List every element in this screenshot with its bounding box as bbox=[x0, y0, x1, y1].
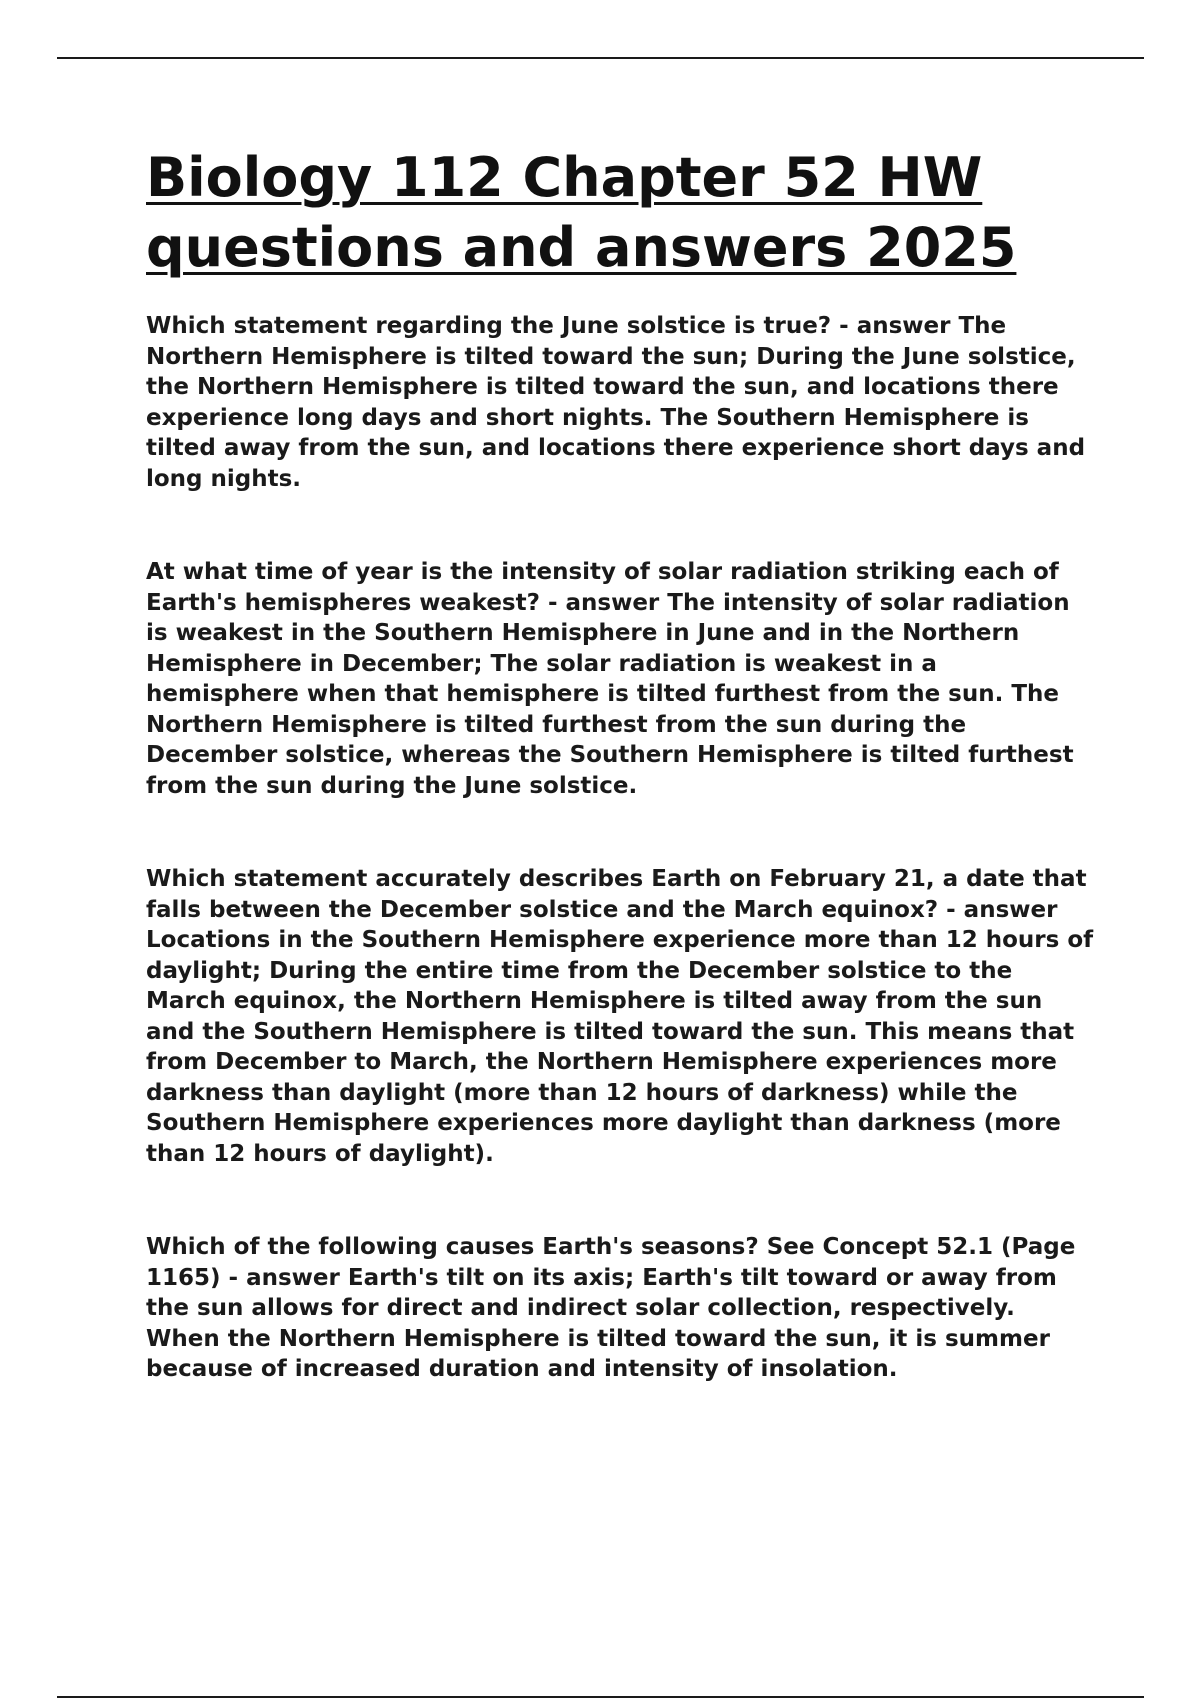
document-body bbox=[146, 143, 1096, 1448]
qa-item: Which of the following causes Earth's seasons? See Concept 52.1 (Page 1165) - answer Earth's tilt on its axis; Earth's tilt toward or away from the sun allows for direct and indirect solar collection, respectively. When the Northern Hemisphere is tilted toward the sun, it is summer because of increased duration and intensity of insolation. bbox=[146, 1234, 1076, 1382]
document-title: Biology 112 Chapter 52 HW questions and answers 2025 bbox=[146, 146, 1017, 279]
qa-list bbox=[146, 311, 1096, 1385]
qa-item: Which statement accurately describes Earth on February 21, a date that falls between the December solstice and the March equinox? - answer Locations in the Southern Hemisphere experience more than 12 hours of daylight; During the entire time from the December solstice to the March equinox, the Northern Hemisphere is tilted away from the sun and the Southern Hemisphere is tilted toward the sun. This means that from December to March, the Northern Hemisphere experiences more darkness than daylight (more than 12 hours of darkness) while the Southern Hemisphere experiences more daylight than darkness (more than 12 hours of daylight). bbox=[146, 866, 1094, 1167]
qa-item: At what time of year is the intensity of solar radiation striking each of Earth's hemispheres weakest? - answer The intensity of solar radiation is weakest in the Southern Hemisphere in June and in the Northern Hemisphere in December; The solar radiation is weakest in a hemisphere when that hemisphere is tilted furthest from the sun. The Northern Hemisphere is tilted furthest from the sun during the December solstice, whereas the Southern Hemisphere is tilted furthest from the sun during the June solstice. bbox=[146, 559, 1074, 799]
bottom-divider bbox=[57, 1696, 1144, 1698]
qa-item: Which statement regarding the June solstice is true? - answer The Northern Hemisphere is tilted toward the sun; During the June solstice, the Northern Hemisphere is tilted toward the sun, and locations there experience long days and short nights. The Southern Hemisphere is tilted away from the sun, and locations there experience short days and long nights. bbox=[146, 313, 1086, 492]
top-divider bbox=[57, 57, 1144, 59]
